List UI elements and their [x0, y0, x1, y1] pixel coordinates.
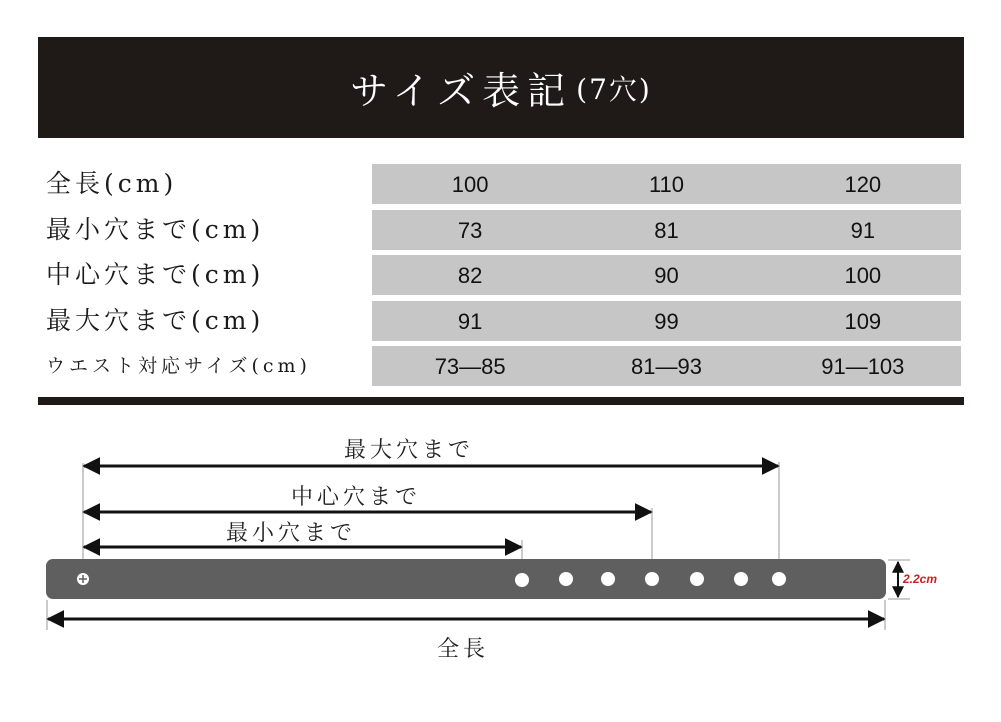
table-cell: 73 — [457, 218, 483, 243]
min-hole-label: 最小穴まで — [226, 521, 357, 546]
max-hole-label: 最大穴まで — [344, 438, 475, 463]
row-label: ウエスト対応サイズ(cm) — [46, 355, 311, 377]
belt-hole — [601, 572, 615, 586]
table-cell: 110 — [648, 172, 685, 197]
table-cell: 120 — [844, 172, 882, 197]
belt-hole — [690, 572, 704, 586]
table-cell: 90 — [654, 263, 679, 288]
table-cell: 81 — [654, 218, 679, 243]
row-label: 最大穴まで(cm) — [46, 306, 265, 335]
row-label: 全長(cm) — [46, 169, 178, 198]
table-cell: 91 — [457, 309, 483, 334]
hole-count-label: (7穴) — [576, 72, 652, 106]
center-hole-label: 中心穴まで — [291, 485, 422, 510]
table-cell: 81—93 — [631, 354, 702, 379]
belt-strap — [46, 559, 886, 599]
belt-hole — [734, 572, 748, 586]
belt-hole — [645, 572, 659, 586]
table-cell: 91—103 — [821, 354, 905, 379]
table-cell: 99 — [654, 309, 679, 334]
belt-width-label: 2.2cm — [903, 572, 938, 586]
belt-hole — [772, 572, 786, 586]
belt-hole — [515, 573, 529, 587]
table-cell: 82 — [457, 263, 483, 288]
table-cell: 100 — [451, 172, 489, 197]
table-cell: 73—85 — [434, 354, 506, 379]
table-cell: 91 — [850, 218, 876, 243]
row-label: 最小穴まで(cm) — [46, 215, 265, 244]
table-cell: 109 — [844, 309, 882, 334]
page-title: サイズ表記 — [350, 69, 573, 113]
row-label: 中心穴まで(cm) — [46, 260, 265, 289]
belt-hole — [559, 572, 573, 586]
table-cell: 100 — [844, 263, 882, 288]
total-length-label: 全長 — [437, 637, 490, 662]
